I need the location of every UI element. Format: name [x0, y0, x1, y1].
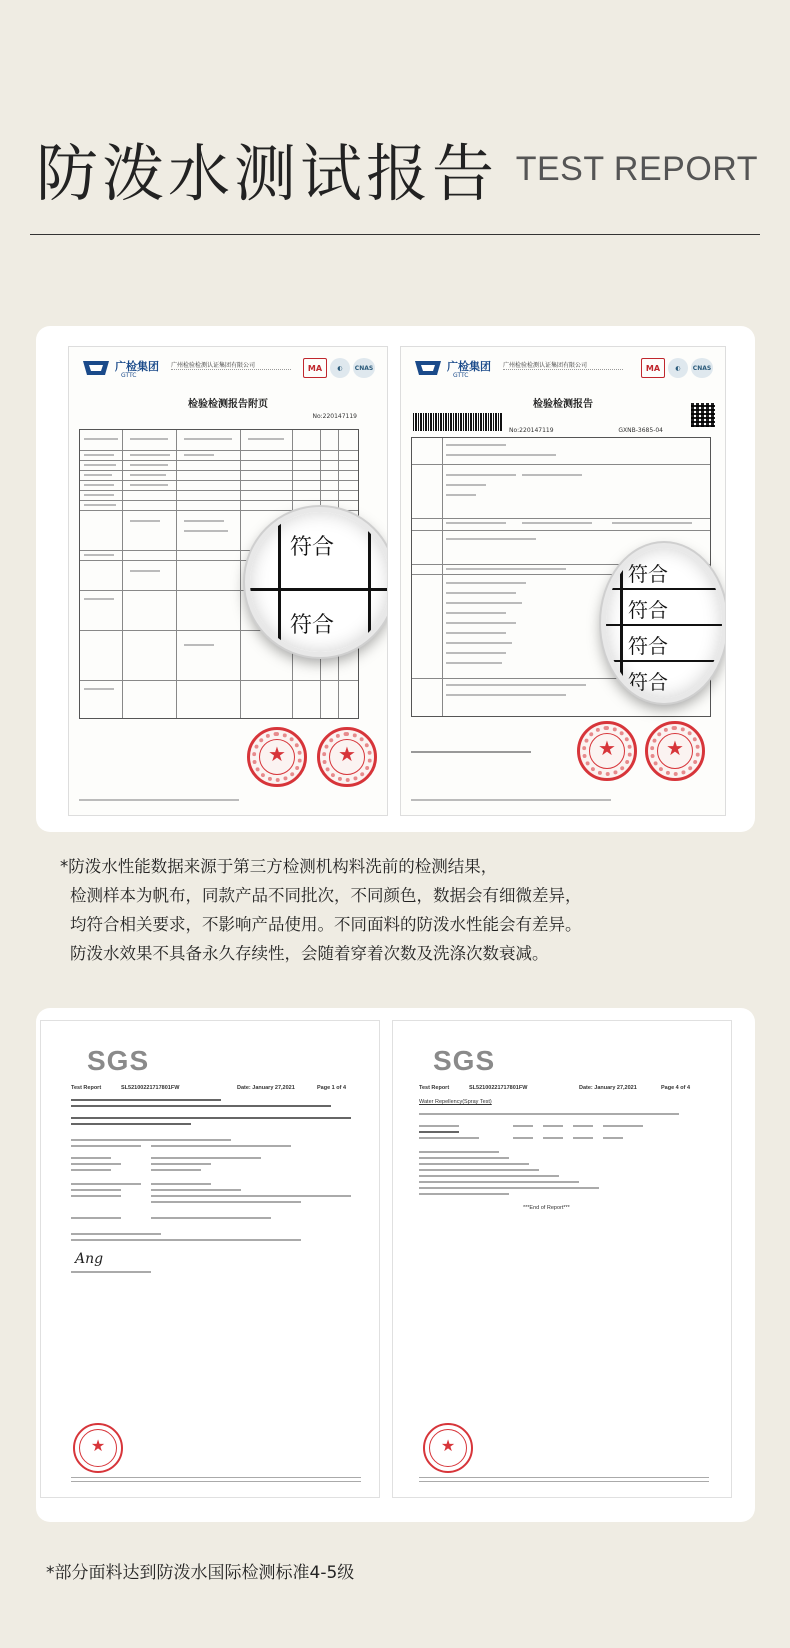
sgs-report-date: Date: January 27,2021 — [579, 1085, 637, 1091]
sgs-report-page: Page 1 of 4 — [317, 1085, 347, 1091]
gttc-logo-icon — [81, 357, 111, 379]
signature-line — [411, 751, 531, 753]
gttc-org-name: 广州检验检测认证集团有限公司 — [171, 362, 256, 369]
appendix-report-no: No:220147119 — [312, 413, 357, 420]
page-title-english: TEST REPORT — [515, 150, 758, 188]
footer-note: *部分面料达到防泼水国际检测标准4-5级 — [46, 1563, 355, 1583]
ma-badge-icon: MA — [641, 358, 665, 378]
disclaimer-line: *防泼水性能数据来源于第三方检测机构料洗前的检测结果， — [60, 857, 498, 876]
magnifier-result-4: 符合 — [628, 670, 668, 694]
sgs-report-page-1 — [40, 1020, 380, 1498]
magnifier-result-1: 符合 — [628, 562, 668, 586]
sgs-report-date: Date: January 27,2021 — [237, 1085, 295, 1091]
cert-badges — [303, 358, 375, 378]
sgs-report-number: SL52100221717801FW — [121, 1085, 180, 1091]
appendix-title: 检验检测报告附页 — [188, 399, 268, 410]
report-title: 检验检测报告 — [533, 399, 593, 410]
sgs-end-of-report: ***End of Report*** — [523, 1205, 570, 1211]
red-seal-stamp: ★ — [577, 721, 637, 781]
gttc-brand-name: 广检集团 — [115, 360, 159, 373]
gttc-appendix-document — [68, 346, 388, 816]
report-no: No:220147119 — [509, 427, 554, 434]
gttc-logo-row — [81, 357, 375, 385]
disclaimer-line: 均符合相关要求，不影响产品使用。不同面料的防泼水性能会有差异。 — [70, 915, 582, 934]
gttc-brand-sub: GTTC — [453, 372, 469, 379]
magnifier-right — [601, 543, 726, 703]
gttc-org-subline — [503, 369, 623, 379]
magnifier-result-3: 符合 — [628, 634, 668, 658]
sgs-logo: SGS — [87, 1045, 150, 1076]
sgs-report-number: SL52100221717801FW — [469, 1085, 528, 1091]
red-seal-stamp: ★ — [247, 727, 307, 787]
cnas-badge-icon: CNAS — [353, 358, 375, 378]
ma-badge-icon: MA — [303, 358, 327, 378]
magnifier-result-1: 符合 — [290, 535, 335, 560]
red-seal-stamp: ★ — [317, 727, 377, 787]
gttc-org-subline — [171, 369, 291, 379]
header-divider — [30, 234, 760, 235]
ilac-badge-icon: ◐ — [668, 358, 688, 378]
sgs-section-title: Water Repellency(Spray Test) — [419, 1099, 492, 1105]
sgs-red-seal-stamp: ★ — [423, 1423, 473, 1473]
page-title: 防泼水测试报告 — [36, 137, 499, 210]
magnifier-result-2: 符合 — [628, 598, 668, 622]
gttc-brand-name: 广检集团 — [447, 360, 491, 373]
gttc-org-name: 广州检验检测认证集团有限公司 — [503, 362, 588, 369]
report-qr-code — [691, 403, 715, 427]
gttc-report-panel — [36, 326, 755, 832]
sgs-report-page: Page 4 of 4 — [661, 1085, 691, 1091]
sgs-logo: SGS — [433, 1045, 496, 1076]
magnifier-result-2: 符合 — [290, 613, 335, 638]
disclaimer-line: 防泼水效果不具备永久存续性，会随着穿着次数及洗涤次数衰减。 — [70, 944, 549, 963]
page-header — [30, 120, 760, 235]
sgs-report-panel — [36, 1008, 755, 1522]
gttc-brand-sub: GTTC — [121, 372, 137, 379]
gttc-logo-icon — [413, 357, 443, 379]
sgs-report-label: Test Report — [419, 1085, 450, 1091]
sgs-report-page-4 — [392, 1020, 732, 1498]
sgs-red-seal-stamp: ★ — [73, 1423, 123, 1473]
cert-badges — [641, 358, 713, 378]
gttc-logo-row — [413, 357, 713, 385]
disclaimer-line: 检测样本为帆布，同款产品不同批次，不同颜色，数据会有细微差异， — [70, 886, 582, 905]
report-barcode — [413, 413, 503, 431]
gttc-report-document — [400, 346, 726, 816]
magnifier-left — [245, 507, 388, 657]
cnas-badge-icon: CNAS — [691, 358, 713, 378]
signature-mark: Ang — [75, 1251, 104, 1267]
red-seal-stamp: ★ — [645, 721, 705, 781]
report-code: GXNB-3685-04 — [618, 427, 663, 434]
sgs-report-label: Test Report — [71, 1085, 102, 1091]
disclaimer-text — [60, 852, 750, 968]
ilac-badge-icon: ◐ — [330, 358, 350, 378]
